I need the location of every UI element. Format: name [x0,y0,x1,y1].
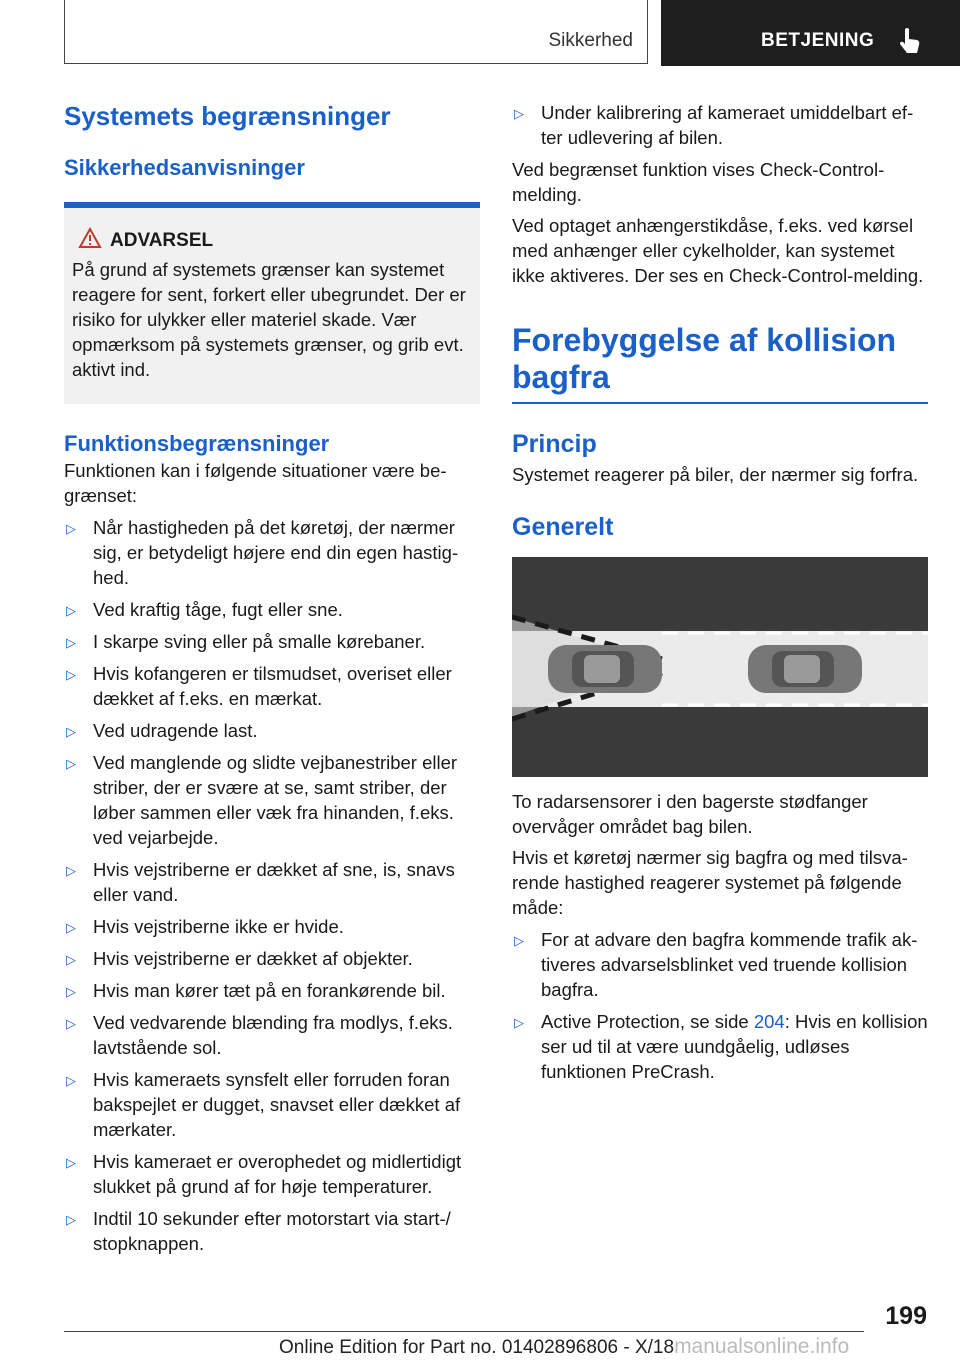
triangle-bullet-icon: ▷ [66,863,76,878]
list-item: ▷ Ved kraftig tåge, fugt eller sne. [64,597,480,622]
triangle-bullet-icon: ▷ [66,667,76,682]
right-column [512,100,928,1091]
list-item: ▷ I skarpe sving eller på smalle kørebaner. [64,629,480,654]
list-item: ▷ Ved manglende og slidte vejbanestriber eller striber, der er svære at se, samt striber, der løber sammen eller væk fra hinanden, f.eks. ved vejarbejde. [66,752,458,848]
principle-text: Systemet reagerer på biler, der nærmer sig forfra. [512,464,919,485]
list-item: ▷ Hvis kameraet er overophedet og midlertidigt slukket på grund af for høje temperaturer. [66,1151,462,1197]
paragraph: Hvis et køretøj nærmer sig bagfra og med tilsvarende hastighed reagerer systemet på følgende måde: [512,847,908,918]
section-title: Sikkerhed [548,30,633,51]
list-item: ▷ Active Protection, se side 204: Hvis en kollision ser ud til at være uundgåelig, udløses funktionen PreCrash. [514,1011,928,1082]
footer-rule [64,1331,864,1332]
list-item: ▷ For at advare den bagfra kommende trafik aktiveres advarselsblinket ved truende kollision bagfra. [514,929,918,1000]
list-item: ▷ Hvis vejstriberne ikke er hvide. [64,914,480,939]
triangle-bullet-icon: ▷ [66,603,76,618]
rear-collision-heading: Forebyggelse af kollision bagfra [512,322,897,395]
limits-intro: Funktionen kan i følgende situationer være begrænset: [64,460,447,506]
section-tab [64,0,648,64]
road-scene-graphic [512,557,928,777]
triangle-bullet-icon: ▷ [66,1155,76,1170]
warning-box [64,202,480,404]
rear-radar-illustration [512,557,928,777]
triangle-bullet-icon: ▷ [66,635,76,650]
triangle-bullet-icon: ▷ [66,952,76,967]
page-number: 199 [885,1302,927,1330]
triangle-bullet-icon: ▷ [514,106,524,121]
reaction-list [512,927,928,1084]
watermark: manualsonline.info [674,1335,850,1358]
warning-title [72,228,472,253]
list-item: ▷ Hvis vejstriberne er dækket af objekter. [64,946,480,971]
page-header [64,0,960,66]
list-item: ▷ Når hastigheden på det køretøj, der nærmer sig, er betydeligt højere end din egen hastighed. [66,517,459,588]
left-column [64,100,480,1263]
chapter-title: BETJENING [761,30,875,51]
heading-rule [512,402,928,404]
list-item: ▷ Hvis kofangeren er tilsmudset, overiset eller dækket af f.eks. en mærkat. [66,663,452,709]
paragraph: Ved optaget anhængerstikdåse, f.eks. ved kørsel med anhænger eller cykelholder, kan systemet ikke aktiveres. Der ses en Check-Control-melding. [512,215,924,286]
pointing-hand-icon [897,27,923,55]
limits-list-continued [512,100,928,150]
triangle-bullet-icon: ▷ [66,521,76,536]
rear-car [548,645,662,693]
list-item: ▷ Ved udragende last. [64,718,480,743]
list-item: ▷ Under kalibrering af kameraet umiddelbart efter udlevering af bilen. [514,102,914,148]
warning-title-text: ADVARSEL [110,230,214,251]
limits-heading: Funktionsbegrænsninger [64,431,330,456]
triangle-bullet-icon: ▷ [514,933,524,948]
safety-heading: Sikkerhedsanvisninger [64,155,305,180]
paragraph: Ved begrænset funktion vises Check-Control-melding. [512,159,885,205]
triangle-bullet-icon: ▷ [66,984,76,999]
warning-text: På grund af systemets grænser kan systemet reagere for sent, forkert eller ubegrundet. Der er risiko for ulykker eller materiel skade. Vær opmærksom på systemets grænser, og grib evt. aktivt ind. [72,259,466,380]
triangle-bullet-icon: ▷ [66,724,76,739]
triangle-bullet-icon: ▷ [66,1073,76,1088]
triangle-bullet-icon: ▷ [66,1016,76,1031]
general-heading: Generelt [512,513,614,541]
triangle-bullet-icon: ▷ [66,1212,76,1227]
list-item: ▷ Ved vedvarende blænding fra modlys, f.eks. lavtstående sol. [66,1012,453,1058]
triangle-bullet-icon: ▷ [514,1015,524,1030]
list-item: ▷ Hvis man kører tæt på en forankørende bil. [64,978,480,1003]
list-item: ▷ Hvis vejstriberne er dækket af sne, is, snavs eller vand. [66,859,455,905]
list-item: ▷ Hvis kameraets synsfelt eller forruden foran bakspejlet er dugget, snavset eller dækket af mærkater. [66,1069,461,1140]
page-link-204[interactable]: 204 [753,1011,785,1032]
triangle-bullet-icon: ▷ [66,756,76,771]
list-item: ▷ Indtil 10 sekunder efter motorstart via start-/ stopknappen. [66,1208,451,1254]
chapter-tab [661,0,960,66]
triangle-bullet-icon: ▷ [66,920,76,935]
limits-list [64,515,480,1256]
section-heading: Systemets begrænsninger [64,101,391,131]
footer-text: Online Edition for Part no. 01402896806 - X/18manualsonline.info [279,1335,850,1358]
front-car [748,645,862,693]
paragraph: To radarsensorer i den bagerste stødfanger overvåger området bag bilen. [512,791,868,837]
warning-triangle-icon [78,227,102,249]
principle-heading: Princip [512,430,597,458]
